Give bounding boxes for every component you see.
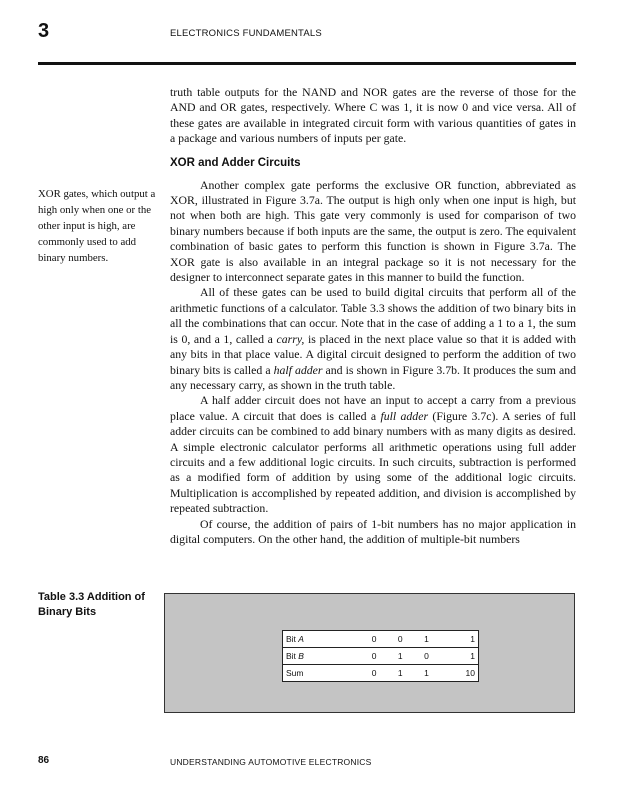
header-rule bbox=[38, 62, 576, 65]
paragraph-intro: truth table outputs for the NAND and NOR gates are the reverse of those for the AND and OR gates, respectively. Where C was 1, it is now 0 and vice versa. All of these gates are available in integrated circuit form with various quantities of gates in a package and various numbers of inputs per gate. bbox=[170, 85, 576, 146]
term-full-adder: full adder bbox=[380, 408, 429, 423]
book-title: UNDERSTANDING AUTOMOTIVE ELECTRONICS bbox=[170, 757, 372, 767]
table-cell: 1 bbox=[440, 648, 479, 665]
table-row bbox=[283, 631, 479, 648]
table-cell: 0 bbox=[387, 631, 413, 648]
row-label: Sum bbox=[283, 665, 362, 682]
table-cell: 0 bbox=[361, 665, 387, 682]
table-cell: 10 bbox=[440, 665, 479, 682]
term-half-adder: half adder bbox=[273, 362, 323, 377]
section-heading: XOR and Adder Circuits bbox=[170, 156, 301, 169]
table-row bbox=[283, 648, 479, 665]
margin-note-text: XOR gates, which output a high only when one or the other input is high, are commonly used to add binary numbers. bbox=[38, 188, 156, 264]
table-cell: 0 bbox=[361, 631, 387, 648]
table-cell: 1 bbox=[413, 665, 439, 682]
row-label: Bit A bbox=[283, 631, 362, 648]
margin-note bbox=[38, 186, 156, 266]
paragraph-last: Of course, the addition of pairs of 1-bit numbers has no major application in digital computers. On the other hand, the addition of multiple-bit numbers bbox=[170, 516, 576, 546]
table-cell: 0 bbox=[361, 648, 387, 665]
main-text bbox=[170, 85, 576, 547]
table-row bbox=[283, 665, 479, 682]
table-cell: 1 bbox=[387, 648, 413, 665]
page-number: 86 bbox=[38, 755, 50, 766]
paragraph-xor: Another complex gate performs the exclusive OR function, abbreviated as XOR, illustrated in Figure 3.7a. The output is high only when one input is high, but not when both are high. This gate very commonly is used for comparison of two binary numbers because if both inputs are the same, the output is zero. The equivalent combination of basic gates to perform this function is shown in Figure 3.7a. The XOR gate is also available in an integral package so it is not necessary for the designer to interconnect separate gates in this manner to build the function. bbox=[170, 177, 576, 285]
table-cell: 1 bbox=[413, 631, 439, 648]
chapter-title: ELECTRONICS FUNDAMENTALS bbox=[170, 28, 322, 39]
table-caption: Table 3.3 Addition of Binary Bits bbox=[38, 591, 145, 618]
term-carry: carry, bbox=[276, 331, 305, 346]
table-cell: 1 bbox=[440, 631, 479, 648]
row-label: Bit B bbox=[283, 648, 362, 665]
table-cell: 0 bbox=[413, 648, 439, 665]
table-cell: 1 bbox=[387, 665, 413, 682]
paragraph-half-adder: A half adder circuit does not have an input to accept a carry from a previous place value. A circuit that does is called a full adder (Figure 3.7c). A series of full adder circuits can be combined to add binary numbers with as many digits as desired. A simple electronic calculator performs all arithmetic operations using full adder circuits and a few additional logic circuits. In such circuits, subtraction is performed as a modified form of addition by using some of the additional logic circuits. Multiplication is accomplished by repeated addition, and division is accomplished by repeated subtraction. bbox=[170, 393, 577, 516]
paragraph-arithmetic: All of these gates can be used to build digital circuits that perform all of the arithmetic functions of a calculator. Table 3.3 shows the addition of two binary bits in all the combinations that can occur. Note that in the case of adding a 1 to a 1, the sum is 0, and a 1, called a carry, is placed in the next place value so that it is added with any bits in that place value. A digital circuit designed to perform the addition of two binary bits is called a half adder and is shown in Figure 3.7b. It produces the sum and any necessary carry, as shown in the truth table. bbox=[170, 285, 577, 392]
chapter-number: 3 bbox=[38, 20, 50, 42]
addition-table bbox=[282, 630, 479, 682]
